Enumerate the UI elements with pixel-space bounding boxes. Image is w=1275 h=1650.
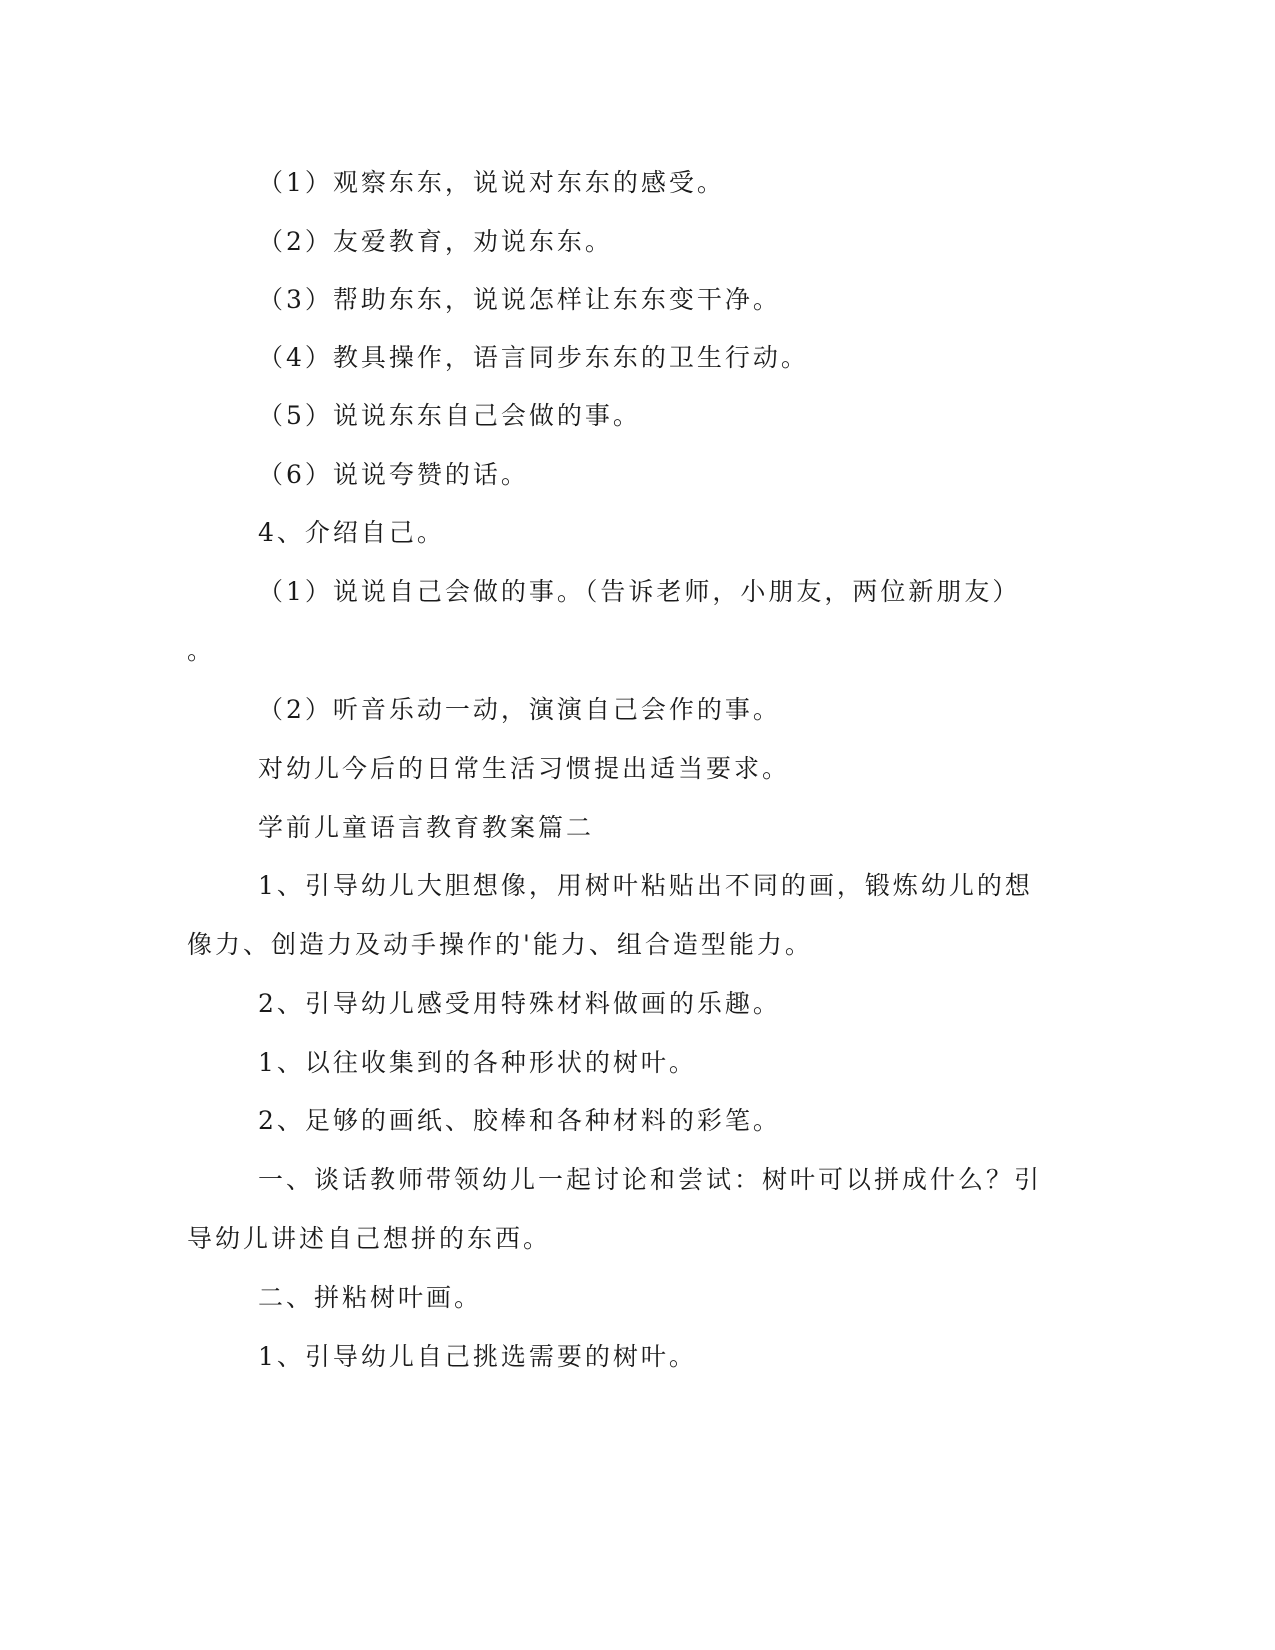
section-heading: 学前儿童语言教育教案篇二 [258,813,595,842]
paragraph-line: 1、引导幼儿大胆想像，用树叶粘贴出不同的画，锻炼幼儿的想 [258,871,1033,900]
paragraph-line: 二、拼粘树叶画。 [258,1283,483,1312]
paragraph-line: （1）说说自己会做的事。（告诉老师，小朋友，两位新朋友） [258,577,1021,606]
paragraph-line: 4、介绍自己。 [258,518,445,547]
paragraph-line: 像力、创造力及动手操作的'能力、组合造型能力。 [187,930,813,959]
paragraph-line: （1）观察东东，说说对东东的感受。 [258,168,725,197]
paragraph-line: （3）帮助东东，说说怎样让东东变干净。 [258,285,781,314]
paragraph-line: 1、以往收集到的各种形状的树叶。 [258,1048,697,1077]
paragraph-line: 。 [187,636,216,665]
paragraph-line: 2、引导幼儿感受用特殊材料做画的乐趣。 [258,989,781,1018]
paragraph-line: 对幼儿今后的日常生活习惯提出适当要求。 [258,754,791,783]
paragraph-line: （2）友爱教育，劝说东东。 [258,227,613,256]
paragraph-line: （5）说说东东自己会做的事。 [258,401,641,430]
paragraph-line: （4）教具操作，语言同步东东的卫生行动。 [258,343,809,372]
paragraph-line: 2、足够的画纸、胶棒和各种材料的彩笔。 [258,1106,781,1135]
paragraph-line: （6）说说夸赞的话。 [258,460,529,489]
paragraph-line: 一、谈话教师带领幼儿一起讨论和尝试：树叶可以拼成什么？引 [258,1165,1043,1194]
paragraph-line: （2）听音乐动一动，演演自己会作的事。 [258,695,781,724]
paragraph-line: 1、引导幼儿自己挑选需要的树叶。 [258,1342,697,1371]
paragraph-line: 导幼儿讲述自己想拼的东西。 [187,1224,552,1253]
